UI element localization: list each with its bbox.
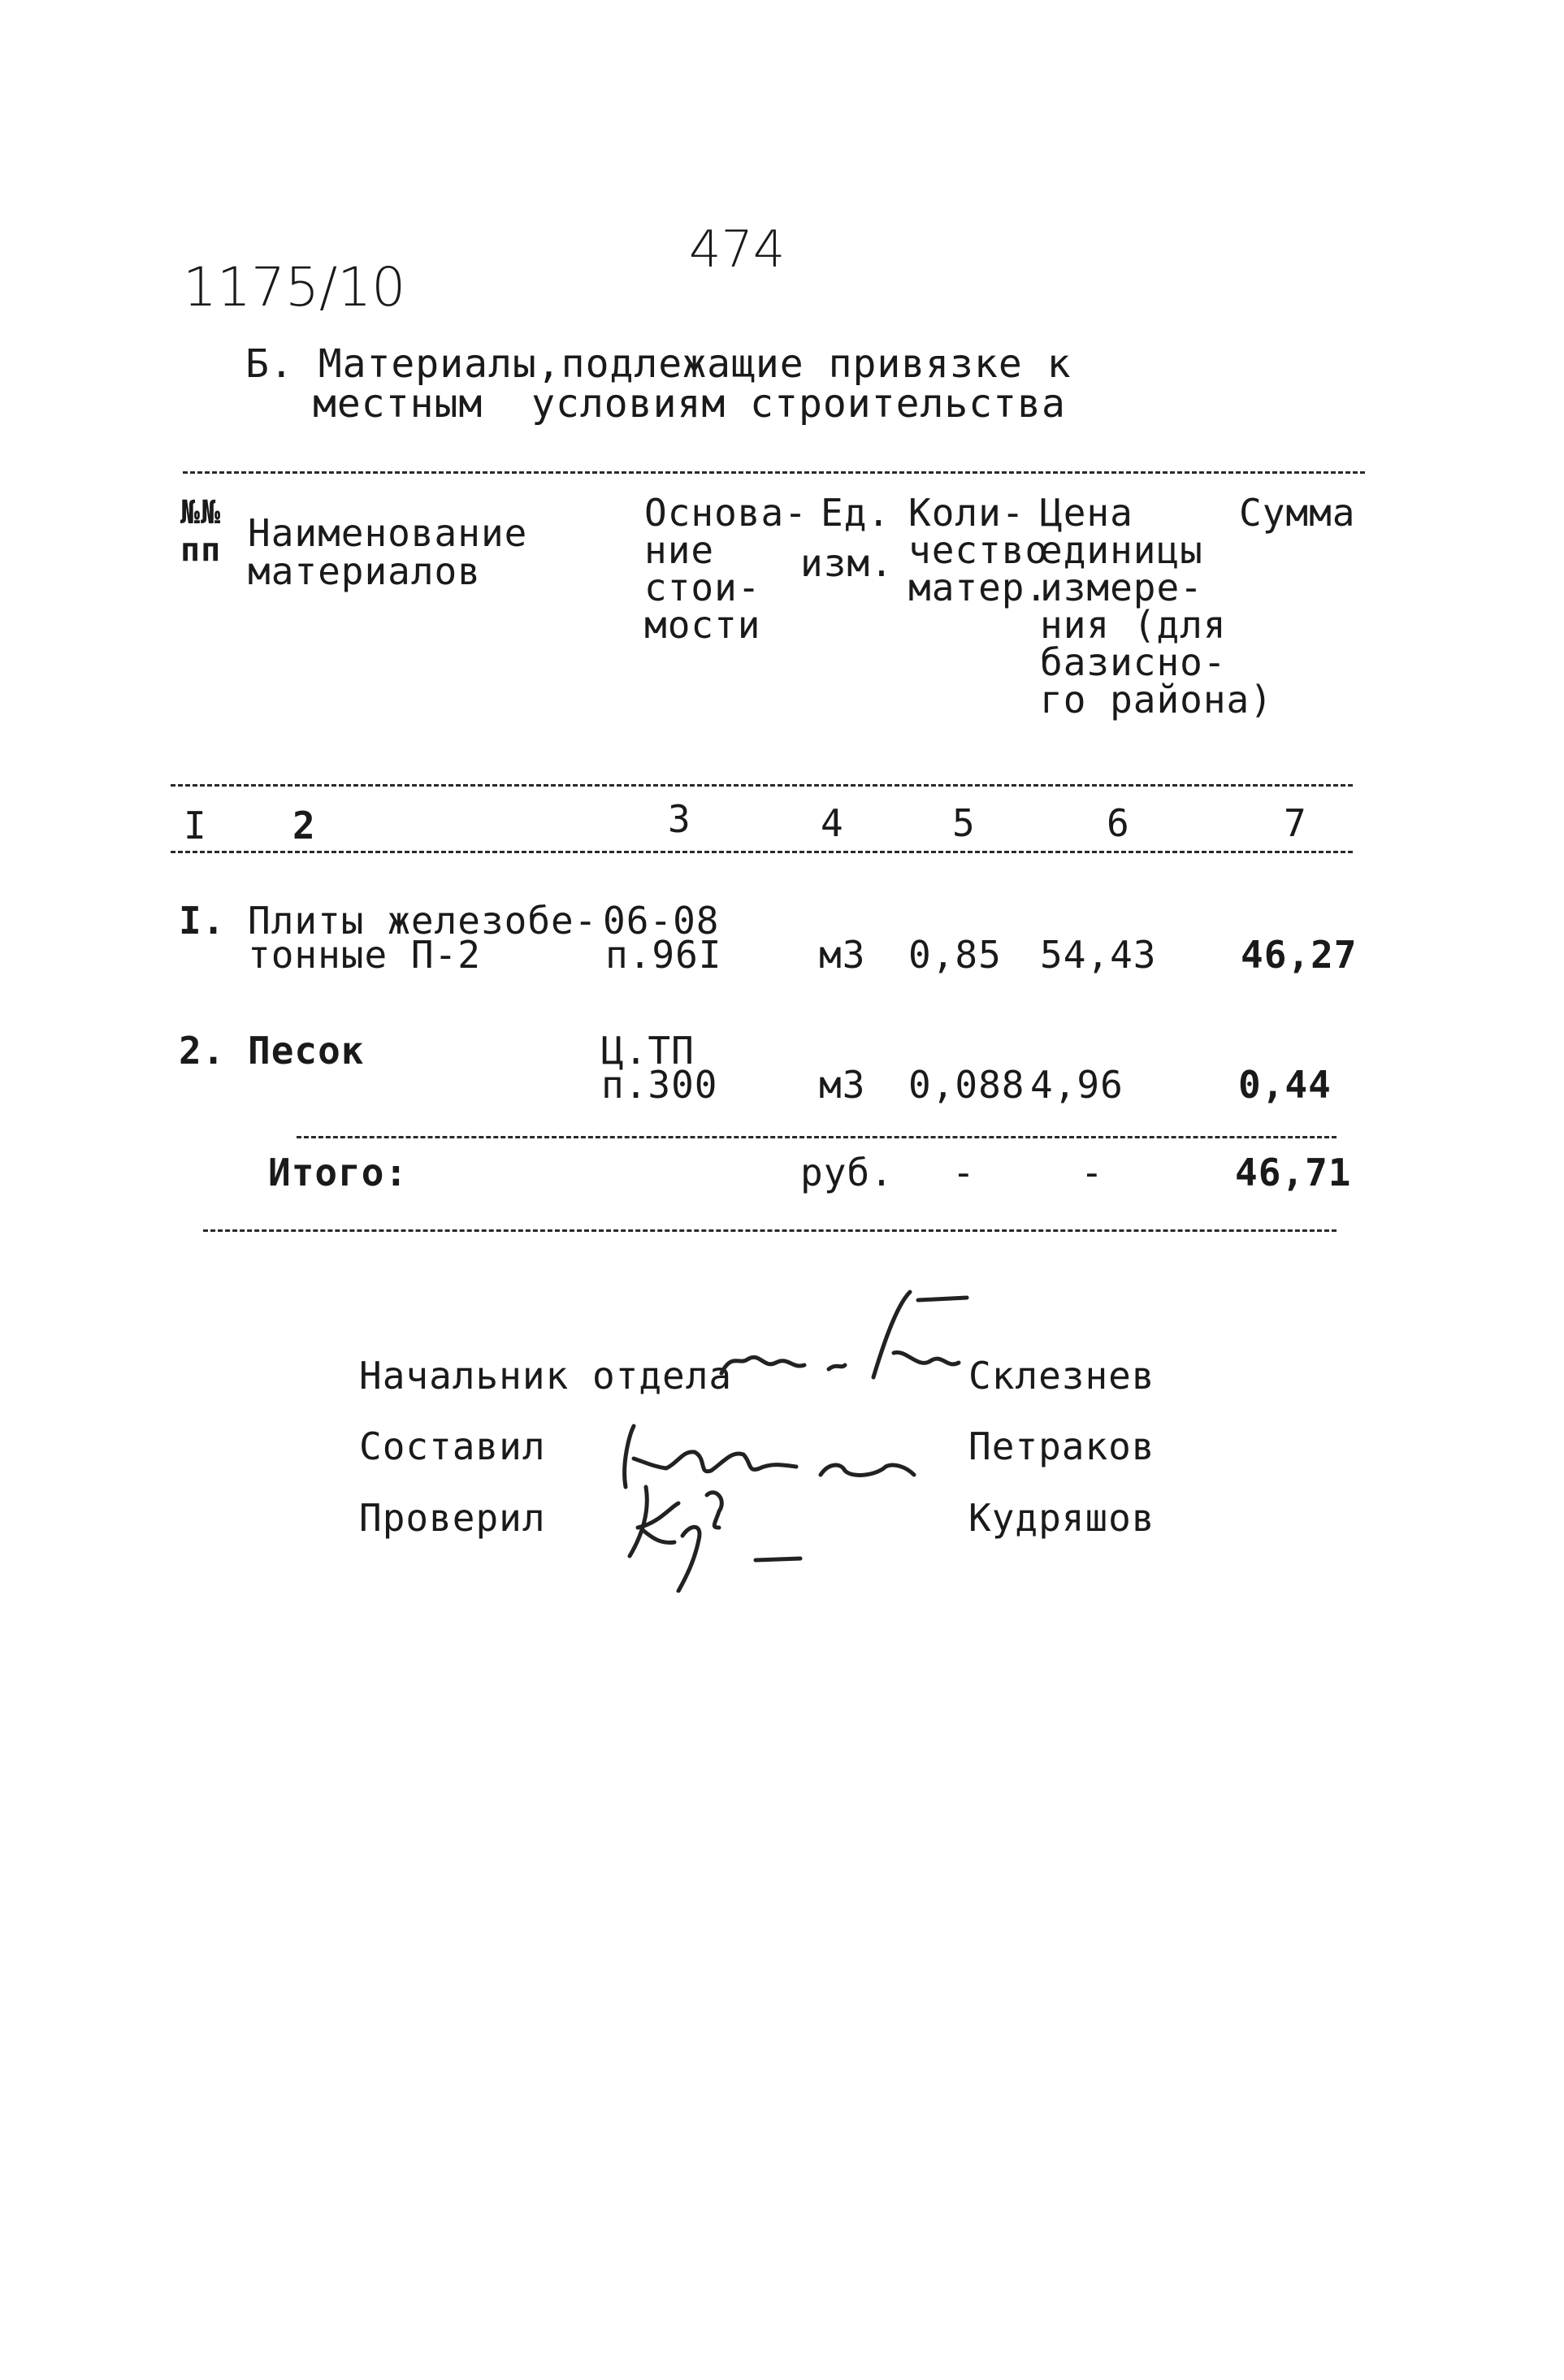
total-price: - — [1081, 1151, 1104, 1194]
row2-unit: м3 — [819, 1063, 866, 1107]
section-heading-line1: Б. Материалы,подлежащие привязке к — [245, 341, 1072, 387]
colnum-7: 7 — [1284, 801, 1307, 845]
row2-num: 2. — [179, 1029, 226, 1073]
colnum-6: 6 — [1107, 801, 1130, 845]
header-qty-2: чество — [908, 528, 1049, 572]
header-num-1: №№ — [180, 494, 222, 531]
signature-name-compiled: Петраков — [968, 1424, 1155, 1468]
row2-basis-1: Ц.ТП — [601, 1029, 695, 1073]
header-name-2: материалов — [248, 549, 481, 593]
total-unit: руб. — [800, 1151, 894, 1194]
header-qty-1: Коли- — [908, 491, 1025, 535]
colnum-4: 4 — [821, 801, 844, 845]
document-reference: 1175/10 — [183, 256, 406, 319]
header-price-4: ния (для — [1040, 603, 1227, 647]
total-qty: - — [952, 1151, 976, 1194]
signature-handwriting-checked — [613, 1479, 825, 1593]
total-label: Итого: — [268, 1151, 409, 1194]
header-basis-2: ние — [644, 528, 715, 572]
row2-price: 4,96 — [1030, 1063, 1124, 1107]
row1-qty: 0,85 — [908, 933, 1002, 977]
colnum-2: 2 — [292, 804, 316, 848]
header-price-3: измере- — [1040, 566, 1203, 609]
header-sum: Сумма — [1239, 491, 1356, 535]
table-top-rule — [183, 471, 1365, 474]
header-basis-1: Основа- — [644, 491, 808, 535]
header-qty-3: матер. — [908, 566, 1049, 609]
row1-num: I. — [179, 899, 226, 943]
signature-role-compiled: Составил — [359, 1424, 546, 1468]
row2-basis-2: п.300 — [601, 1063, 718, 1107]
table-bottom-rule — [203, 1229, 1337, 1232]
header-bottom-rule — [171, 784, 1353, 787]
row1-basis-2: п.96I — [605, 933, 722, 977]
row1-sum: 46,27 — [1241, 933, 1358, 977]
colnum-1: I — [184, 804, 207, 848]
header-num-2: пп — [180, 531, 222, 569]
row2-sum: 0,44 — [1238, 1063, 1332, 1107]
section-heading-line2: местным условиям строительства — [313, 381, 1066, 427]
row1-name-1: Плиты железобе- — [248, 899, 598, 943]
header-basis-3: стои- — [644, 566, 761, 609]
row1-unit: м3 — [819, 933, 866, 977]
signature-role-checked: Проверил — [359, 1496, 546, 1540]
colnum-5: 5 — [952, 801, 976, 845]
page-number: 474 — [689, 219, 786, 279]
total-top-rule — [297, 1136, 1337, 1138]
header-name-1: Наименование — [248, 511, 528, 555]
column-numbers-rule — [171, 851, 1353, 853]
header-unit-1: Ед. — [821, 491, 891, 535]
header-basis-4: мости — [644, 603, 761, 647]
row2-name: Песок — [248, 1029, 365, 1073]
header-price-1: Цена — [1040, 491, 1133, 535]
row1-basis-1: 06-08 — [603, 899, 720, 943]
signature-name-checked: Кудряшов — [968, 1496, 1155, 1540]
total-sum: 46,71 — [1235, 1151, 1352, 1194]
row1-price: 54,43 — [1040, 933, 1157, 977]
header-price-2: единицы — [1040, 528, 1203, 572]
signature-handwriting-head — [715, 1288, 983, 1394]
row2-qty: 0,088 — [908, 1063, 1025, 1107]
signature-role-head: Начальник отдела — [359, 1354, 733, 1398]
row1-name-2: тонные П-2 — [248, 933, 481, 977]
signature-name-head: Склезнев — [968, 1354, 1155, 1398]
header-unit-2: изм. — [800, 541, 894, 585]
header-price-6: го районa) — [1040, 678, 1273, 722]
colnum-3: 3 — [668, 797, 691, 841]
header-price-5: базисно- — [1040, 640, 1227, 684]
